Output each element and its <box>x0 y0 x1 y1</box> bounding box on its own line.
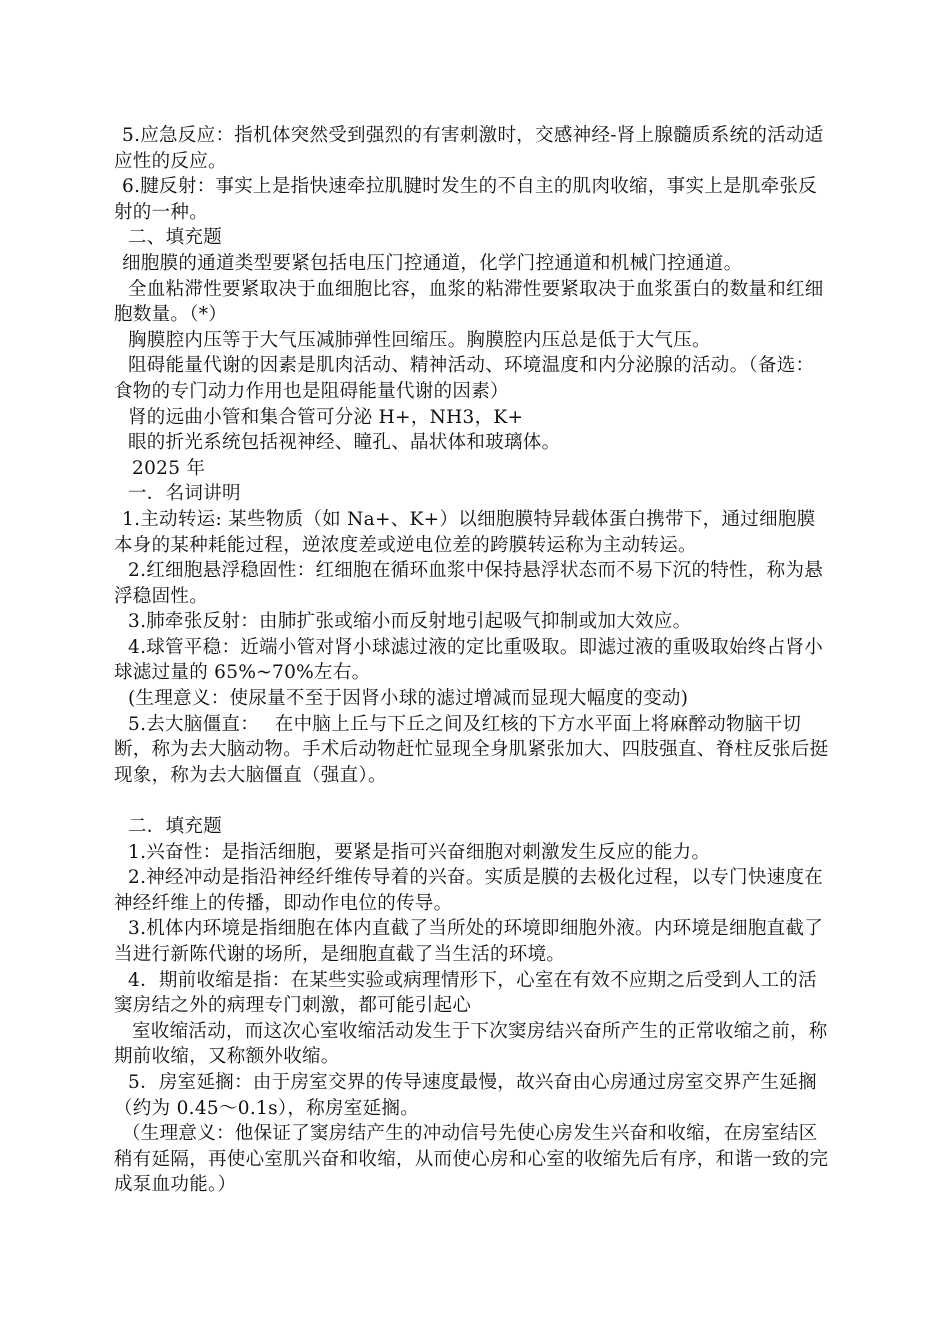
paragraph-physiological-significance-2: （生理意义：他保证了窦房结产生的冲动信号先使心房发生兴奋和收缩，在房室结区稍有延隔，再使心室肌兴奋和收缩，从而使心房和心室的收缩先后有序，和谐一致的完成泵血功能。） <box>114 1123 829 1196</box>
paragraph-refractive-system: 眼的折光系统包括视神经、瞳孔、晶状体和玻璃体。 <box>128 432 561 454</box>
paragraph-pleural-pressure: 胸膜腔内压等于大气压减肺弹性回缩压。胸膜腔内压总是低于大气压。 <box>128 329 711 351</box>
paragraph-premature-contraction-cont: 室收缩活动，而这次心室收缩活动发生于下次窦房结兴奋所产生的正常收缩之前，称期前收缩，又称额外收缩。 <box>114 1020 828 1068</box>
paragraph-decerebrate-rigidity: 5.去大脑僵直： 在中脑上丘与下丘之间及红核的下方水平面上将麻醉动物脑干切断，称为去大脑动物。手术后动物赶忙显现全身肌紧张加大、四肢强直、脊柱反张后挺现象，称为去大脑僵直（强直）。 <box>114 713 829 786</box>
paragraph-rbc-suspension: 2.红细胞悬浮稳固性：红细胞在循环血浆中保持悬浮状态而不易下沉的特性，称为悬浮稳固性。 <box>114 560 824 607</box>
paragraph-nerve-impulse: 2.神经冲动是指沿神经纤维传导着的兴奋。实质是膜的去极化过程，以专门快速度在神经纤维上的传播，即动作电位的传导。 <box>114 867 824 914</box>
section-heading-fill-in: 二、填充题 <box>128 227 223 249</box>
document-page <box>114 123 830 1198</box>
paragraph-blood-viscosity: 全血粘滞性要紧取决于血细胞比容，血浆的粘滞性要紧取决于血浆蛋白的数量和红细胞数量。（*） <box>114 278 824 326</box>
paragraph-av-delay: 5．房室延搁：由于房室交界的传导速度最慢，故兴奋由心房通过房室交界产生延搁（约为 0.45～0.1s），称房室延搁。 <box>114 1071 817 1119</box>
paragraph-active-transport: 1.主动转运: 某些物质（如 Na+、K+）以细胞膜特异载体蛋白携带下，通过细胞膜本身的某种耗能过程，逆浓度差或逆电位差的跨膜转运称为主动转运。 <box>114 508 816 556</box>
section-heading-definitions: 一．名词讲明 <box>128 483 241 505</box>
paragraph-excitability: 1.兴奋性：是指活细胞，要紧是指可兴奋细胞对刺激发生反应的能力。 <box>128 841 711 863</box>
paragraph-energy-metabolism: 阻碍能量代谢的因素是肌肉活动、精神活动、环境温度和内分泌腺的活动。（备选：食物的专门动力作用也是阻碍能量代谢的因素） <box>114 355 815 402</box>
paragraph-tendon-reflex: 6.腱反射：事实上是指快速牵拉肌腱时发生的不自主的肌肉收缩，事实上是肌牵张反射的一种。 <box>114 176 818 223</box>
paragraph-lung-stretch-reflex: 3.肺牵张反射：由肺扩张或缩小而反射地引起吸气抑制或加大效应。 <box>128 611 692 633</box>
paragraph-emergency-reaction: 5.应急反应：指机体突然受到强烈的有害刺激时，交感神经-肾上腺髓质系统的活动适应性的反应。 <box>114 125 824 172</box>
paragraph-glomerulotubular-balance: 4.球管平稳：近端小管对肾小球滤过液的定比重吸取。即滤过液的重吸取始终占肾小球滤过量的 65%~70%左右。 <box>114 636 824 684</box>
year-heading: 2025 年 <box>132 457 206 479</box>
paragraph-physiological-significance-1: (生理意义：使尿量不至于因肾小球的滤过增减而显现大幅度的变动) <box>128 688 689 710</box>
blank-line <box>114 788 830 814</box>
paragraph-membrane-channels: 细胞膜的通道类型要紧包括电压门控通道，化学门控通道和机械门控通道。 <box>122 252 743 274</box>
paragraph-distal-tubule: 肾的远曲小管和集合管可分泌 H+，NH3，K+ <box>128 406 524 428</box>
section-heading-fill-in-2: 二．填充题 <box>128 816 223 838</box>
paragraph-premature-contraction: 4．期前收缩是指：在某些实验或病理情形下，心室在有效不应期之后受到人工的活窦房结之外的病理专门刺激，都可能引起心 <box>114 969 817 1017</box>
paragraph-internal-environment: 3.机体内环境是指细胞在体内直截了当所处的环境即细胞外液。内环境是细胞直截了当进行新陈代谢的场所，是细胞直截了当生活的环境。 <box>114 918 824 965</box>
